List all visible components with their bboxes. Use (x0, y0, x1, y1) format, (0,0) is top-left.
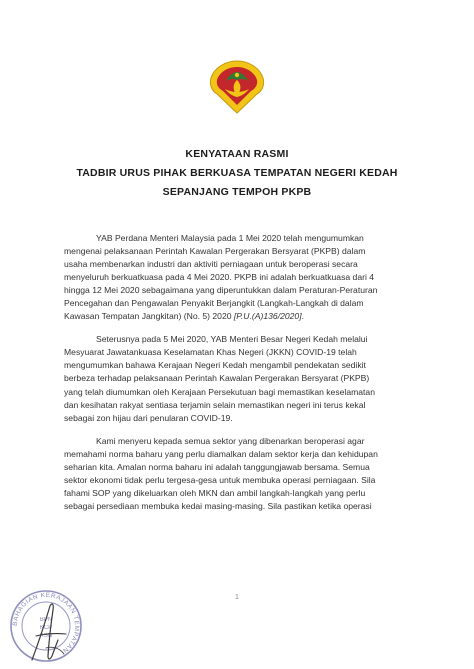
title-line-2: TADBIR URUS PIHAK BERKUASA TEMPATAN NEGERI KEDAH (76, 167, 398, 179)
paragraph-line: Mesyuarat Jawatankuasa Keselamatan Khas Negeri (JKKN) COVID-19 telah (64, 347, 357, 358)
paragraph-line: YAB Perdana Menteri Malaysia pada 1 Mei 2020 telah mengumumkan (96, 233, 364, 243)
paragraph-line: sebagai zon hijau dari penularan COVID-19. (64, 412, 233, 423)
paragraph-line: mengumumkan bahawa Kerajaan Negeri Kedah mengambil pendekatan sedikit (64, 360, 366, 371)
paragraph-2 (64, 333, 416, 424)
document-body (64, 232, 416, 523)
svg-text:KCP: KCP (39, 625, 53, 631)
document-title-block (0, 145, 474, 202)
paragraph-last-line (64, 310, 416, 323)
svg-text:BPN: BPN (39, 617, 53, 623)
paragraph-line: hingga 12 Mei 2020 sebagaimana yang diperuntukkan dalam Peraturan-Peraturan (64, 285, 378, 296)
legal-citation-end: . (301, 311, 304, 322)
paragraph-3 (64, 435, 416, 513)
paragraph-line: Pencegahan dan Pengawalan Penyakit Berjangkit (Langkah-Langkah di dalam (64, 298, 364, 309)
paragraph-line: usaha membenarkan industri dan aktiviti perniagaan untuk beroperasi secara (64, 259, 358, 270)
paragraph-line: memahami norma baharu yang perlu diamalkan dalam sektor kerja dan kehidupan (64, 448, 378, 459)
paragraph-line: menyeluruh berkuatkuasa pada 4 Mei 2020. PKPB ini adalah berkuatkuasa dari 4 (64, 272, 375, 283)
paragraph-line: Seterusnya pada 5 Mei 2020, YAB Menteri Besar Negeri Kedah melalui (96, 334, 368, 345)
paragraph-line: sebagai persediaan membuka kedai masing-masing. Sila pastikan ketika operasi (64, 500, 372, 511)
paragraph-1 (64, 232, 416, 323)
title-line-1: KENYATAAN RASMI (185, 148, 289, 160)
paragraph-line: berbeza terhadap pelaksanaan Perintah Kawalan Pergerakan Bersyarat (PKPB) (64, 373, 370, 384)
title-line-3: SEPANJANG TEMPOH PKPB (162, 186, 312, 198)
kedah-state-crest-icon (207, 58, 267, 116)
paragraph-line: dan kesihatan rakyat sentiasa terjamin selain memastikan negeri ini terus kekal (64, 399, 366, 410)
legal-citation-ref: [P.U.(A)136/2020] (233, 311, 302, 322)
paragraph-line: yang telah diumumkan oleh Kerajaan Persekutuan bagi memastikan keselamatan (64, 386, 375, 397)
legal-citation-text: Kawasan Tempatan Jangkitan) (No. 5) 2020 (64, 311, 234, 322)
svg-text:KSN: KSN (39, 633, 53, 639)
paragraph-line: mengenai pelaksanaan Perintah Kawalan Pergerakan Bersyarat (PKPB) dalam (64, 246, 366, 257)
paragraph-line: sektor ekonomi tidak perlu tergesa-gesa untuk membuka operasi perniagaan. Sila (64, 474, 376, 485)
page-number: 1 (235, 594, 239, 601)
paragraph-line: Kami menyeru kepada semua sektor yang dibenarkan beroperasi agar (96, 435, 365, 446)
paragraph-line: fahami SOP yang dikeluarkan oleh MKN dan ambil langkah-langkah yang perlu (64, 487, 366, 498)
paragraph-line: seharian kita. Amalan norma baharu ini adalah tanggungjawab bersama. Semua (64, 461, 370, 472)
handwritten-signature (22, 596, 78, 666)
svg-text:BAHAGIAN KERAJAAN TEMPATAN: BAHAGIAN KERAJAAN TEMPATAN (11, 591, 81, 655)
